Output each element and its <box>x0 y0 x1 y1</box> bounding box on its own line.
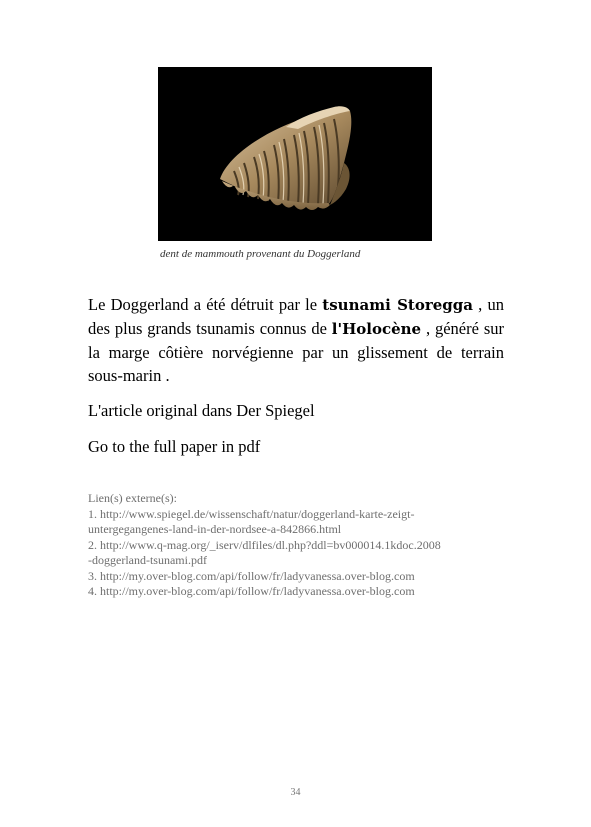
body-paragraph <box>88 293 504 387</box>
external-link-1[interactable]: 1. http://www.spiegel.de/wissenschaft/natur/doggerland-karte-zeigt- <box>88 506 415 521</box>
external-link-4[interactable]: 4. http://my.over-blog.com/api/follow/fr/ladyvanessa.over-blog.com <box>88 584 415 598</box>
mammoth-tooth-illustration <box>158 67 432 241</box>
page-number: 34 <box>290 787 301 798</box>
external-link-2[interactable]: 2. http://www.q-mag.org/_iserv/dlfiles/dl.php?ddl=bv000014.1kdoc.2008 <box>88 537 441 552</box>
external-link-2-continuation[interactable]: -doggerland-tsunami.pdf <box>88 553 207 567</box>
holocene-link[interactable]: l'Holocène <box>331 320 422 338</box>
paragraph-text-1: Le Doggerland a été détruit par le <box>88 295 323 314</box>
external-links-heading: Lien(s) externe(s): <box>88 491 177 505</box>
mammoth-tooth-photo <box>158 67 432 241</box>
paragraph-text-2: , un des plus grands tsunamis connus de <box>88 295 505 338</box>
photo-caption: dent de mammouth provenant du Doggerland <box>160 248 361 260</box>
paragraph-text-3: , généré sur la marge côtière norvégienne par un glissement de terrain sous-marin . <box>88 319 504 385</box>
external-links-section <box>88 491 508 600</box>
external-link-3[interactable]: 3. http://my.over-blog.com/api/follow/fr/ladyvanessa.over-blog.com <box>88 568 415 583</box>
der-spiegel-article-link[interactable]: L'article original dans Der Spiegel <box>88 401 315 420</box>
full-paper-pdf-link[interactable]: Go to the full paper in pdf <box>88 437 261 456</box>
tsunami-storegga-link[interactable]: tsunami Storegga <box>322 296 473 314</box>
external-link-1-continuation[interactable]: untergegangenes-land-in-der-nordsee-a-842866.html <box>88 522 342 536</box>
